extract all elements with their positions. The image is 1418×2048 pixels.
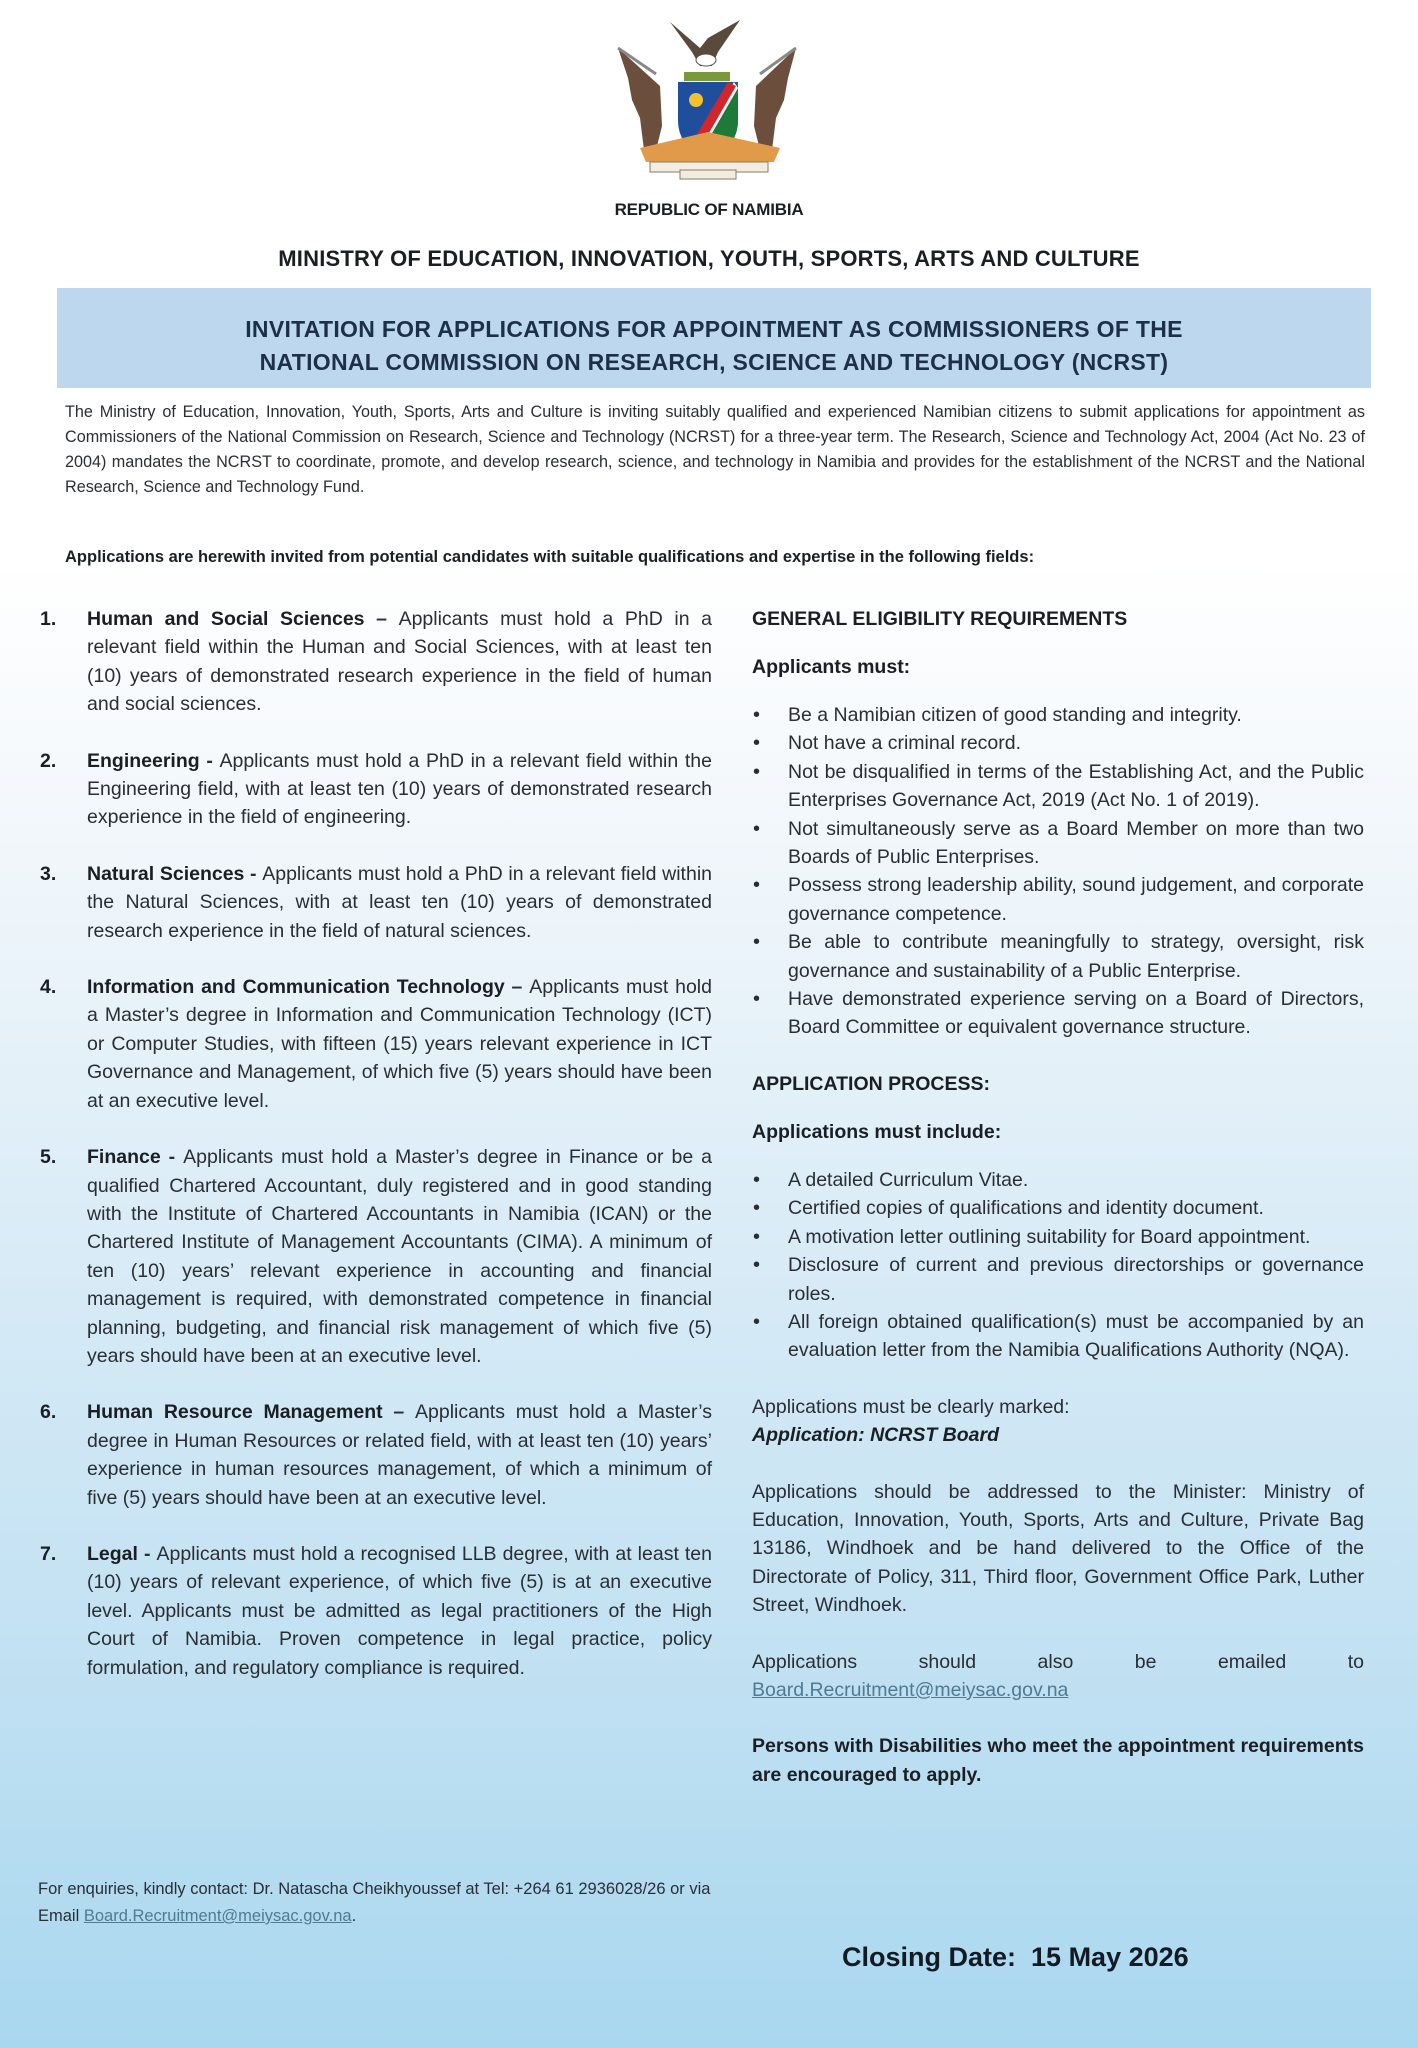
field-separator: - [244,862,263,885]
field-item [38,605,712,719]
field-name: Natural Sciences [87,862,245,885]
eligibility-item-text: Possess strong leadership ability, sound judgement, and corporate governance competence. [788,874,1364,925]
eligibility-item-text: Be a Namibian citizen of good standing and integrity. [788,704,1242,726]
eligibility-item [752,729,1364,757]
field-description: Applicants must hold a Master’s degree in Information and Communication Technology (ICT) or Computer Studies, with fifteen (15) years relevant experience in ICT Governance and Management, of which five (5) years should have been at an executive level. [87,976,712,1112]
email-label: Applications should also be emailed to [752,1650,1364,1673]
field-item [38,747,712,832]
enquiry-contact [38,1876,712,1930]
ministry-name: MINISTRY OF EDUCATION, INNOVATION, YOUTH, SPORTS, ARTS AND CULTURE [278,246,1140,271]
process-item [752,1223,1364,1251]
namibia-coat-of-arms-icon [600,8,820,183]
eligibility-subheading: Applicants must: [752,656,911,678]
eligibility-item [752,701,1364,729]
field-item [38,860,712,945]
closing-date [842,1942,1189,1973]
address-paragraph: Applications should be addressed to the Minister: Ministry of Education, Innovation, Youth, Sports, Arts and Culture, Private Bag 13186, Windhoek and be hand delivered to the Office of the Directorate of Policy, 311, Third floor, Government Office Park, Luther Street, Windhoek. [752,1480,1364,1617]
field-separator: - [199,749,220,772]
bullet-icon: • [753,1168,761,1191]
bullet-icon: • [753,704,761,726]
field-name: Information and Communication Technology [87,976,505,999]
process-item [752,1166,1364,1194]
process-item [752,1251,1364,1308]
field-name: Human and Social Sciences [87,608,365,630]
eligibility-item [752,985,1364,1042]
field-name: Finance [87,1146,161,1169]
eligibility-item [752,758,1364,815]
bullet-icon: • [753,874,761,897]
title-line-1: INVITATION FOR APPLICATIONS FOR APPOINTMENT AS COMMISSIONERS OF THE [245,316,1183,342]
intro-paragraph: The Ministry of Education, Innovation, Youth, Sports, Arts and Culture is inviting suitably qualified and experienced Namibian citizens to submit applications for appointment as Commissioners of the National Commission on Research, Science and Technology (NCRST) for a three-year term. The Research, Science and Technology Act, 2004 (Act No. 23 of 2004) mandates the NCRST to coordinate, promote, and develop research, science, and technology in Namibia and provides for the establishment of the NCRST and the National Research, Science and Technology Fund. [65,403,1365,496]
field-description: Applicants must hold a PhD in a relevant field within the Engineering field, with at least ten (10) years of demonstrated research experience in the field of engineering. [87,749,712,829]
field-number: 1. [40,608,57,630]
field-number: 6. [40,1401,57,1424]
eligibility-list [752,701,1364,1042]
field-description: Applicants must hold a Master’s degree in Finance or be a qualified Chartered Accountant, duly registered and in good standing with the Institute of Chartered Accountants in Namibia (ICAN) or the Chartered Institute of Management Accountants (CIMA). A minimum of ten (10) years’ relevant experience in accounting and financial management is required, with demonstrated competence in financial planning, budgeting, and financial risk management of which five (5) years should have been at an executive level. [87,1146,712,1367]
field-separator: - [160,1146,184,1169]
field-number: 7. [40,1542,57,1565]
field-separator: – [504,976,530,999]
eligibility-item-text: Not be disqualified in terms of the Establishing Act, and the Public Enterprises Governance Act, 2019 (Act No. 1 of 2019). [788,760,1364,812]
bullet-icon: • [753,931,761,954]
requirements-column [752,605,1364,1789]
invite-line: Applications are herewith invited from potential candidates with suitable qualifications and expertise in the following fields: [65,548,1035,566]
country-name: REPUBLIC OF NAMIBIA [614,200,804,219]
eligibility-item-text: Not have a criminal record. [788,732,1022,755]
field-item [38,1540,712,1682]
eligibility-item [752,928,1364,985]
field-number: 2. [40,749,57,772]
process-item-text: A motivation letter outlining suitability for Board appointment. [788,1225,1311,1248]
eligibility-item [752,871,1364,928]
bullet-icon: • [753,988,761,1011]
marked-value: Application: NCRST Board [752,1424,999,1447]
field-item [38,1143,712,1370]
process-item-text: All foreign obtained qualification(s) must be accompanied by an evaluation letter from the Namibia Qualifications Authority (NQA). [788,1310,1364,1362]
field-description: Applicants must hold a PhD in a relevant field within the Natural Sciences, with at least ten (10) years of demonstrated research experience in the field of natural sciences. [87,862,712,942]
eligibility-item-text: Have demonstrated experience serving on a Board of Directors, Board Committee or equivalent governance structure. [788,988,1364,1039]
title-banner [57,288,1371,388]
field-separator: - [137,1542,157,1565]
marked-label: Applications must be clearly marked: [752,1395,1070,1418]
field-item [38,1398,712,1512]
eligibility-item [752,815,1364,872]
process-item [752,1194,1364,1222]
bullet-icon: • [753,760,761,783]
application-email-link[interactable]: Board.Recruitment@meiysac.gov.na [752,1678,1069,1701]
field-number: 5. [40,1146,57,1169]
eligibility-item-text: Be able to contribute meaningfully to strategy, oversight, risk governance and sustainability of a Public Enterprise. [788,931,1364,982]
field-name: Legal [87,1542,138,1565]
process-item-text: Certified copies of qualifications and identity document. [788,1197,1264,1220]
bullet-icon: • [753,1225,761,1248]
eligibility-item-text: Not simultaneously serve as a Board Member on more than two Boards of Public Enterprises. [788,817,1364,869]
field-number: 4. [40,976,57,999]
fields-list [38,605,712,1682]
bullet-icon: • [753,817,761,840]
enquiry-trail: . [351,1907,357,1925]
bullet-icon: • [753,732,761,755]
process-subheading: Applications must include: [752,1120,1002,1143]
eligibility-heading: GENERAL ELIGIBILITY REQUIREMENTS [752,608,1128,630]
field-name: Engineering [87,749,200,772]
field-item [38,973,712,1115]
field-separator: – [382,1401,415,1424]
field-description: Applicants must hold a PhD in a relevant field within the Human and Social Sciences, with at least ten (10) years of demonstrated research experience in the field of human and social sciences. [87,608,712,716]
enquiry-email-link[interactable]: Board.Recruitment@meiysac.gov.na [83,1907,352,1925]
field-number: 3. [40,862,57,885]
disabilities-notice: Persons with Disabilities who meet the appointment requirements are encouraged to apply. [752,1735,1364,1786]
enquiry-text: For enquiries, kindly contact: Dr. Natascha Cheikhyoussef at Tel: +264 61 2936028/26 or via Email [38,1880,711,1925]
title-line-2: NATIONAL COMMISSION ON RESEARCH, SCIENCE AND TECHNOLOGY (NCRST) [259,349,1169,375]
bullet-icon: • [753,1254,761,1277]
process-item [752,1308,1364,1365]
process-list [752,1166,1364,1365]
field-separator: – [364,608,399,630]
closing-date-value: 15 May 2026 [1031,1942,1189,1972]
bullet-icon: • [753,1197,761,1220]
field-description: Applicants must hold a Master’s degree in Human Resources or related field, with at least ten (10) years’ experience in human resources management, of which a minimum of five (5) years should have been at an executive level. [87,1401,712,1509]
process-item-text: Disclosure of current and previous directorships or governance roles. [788,1254,1364,1305]
process-item-text: A detailed Curriculum Vitae. [788,1168,1029,1191]
field-description: Applicants must hold a recognised LLB degree, with at least ten (10) years of relevant experience, of which five (5) is at an executive level. Applicants must be admitted as legal practitioners of the High Court of Namibia. Proven competence in legal practice, policy formulation, and regulatory compliance is required. [87,1542,712,1679]
bullet-icon: • [753,1310,761,1333]
process-heading: APPLICATION PROCESS: [752,1072,990,1095]
field-name: Human Resource Management [87,1401,383,1424]
closing-label: Closing Date: [842,1942,1017,1972]
